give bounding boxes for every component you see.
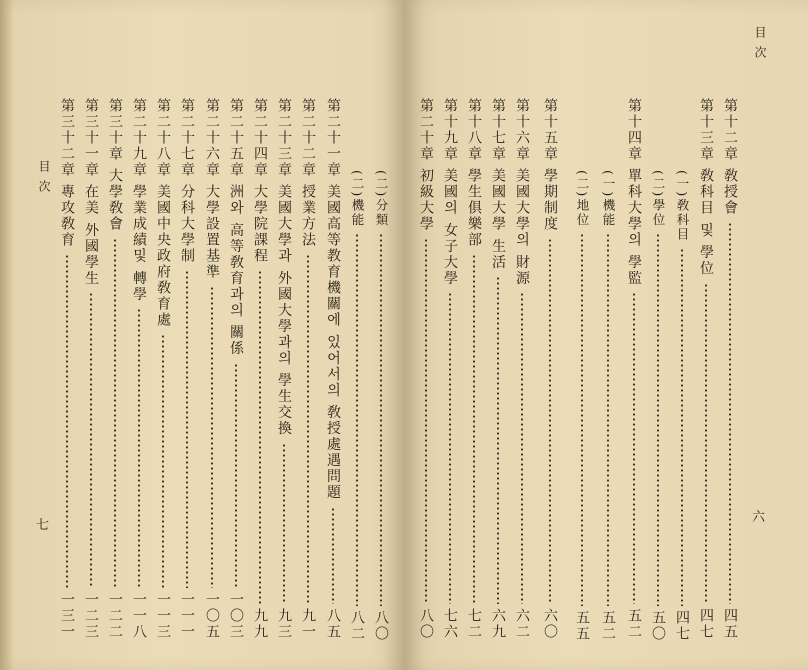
page-number: 八〇 (418, 608, 434, 640)
page-number: 一一一 (179, 592, 195, 640)
leader-dots (211, 286, 213, 588)
page-number: 七二 (466, 608, 482, 640)
toc-entry (720, 98, 740, 640)
chapter-title: (一)敎科目 (675, 170, 690, 242)
leader-dots (259, 270, 261, 604)
page-number: 六〇 (542, 608, 558, 640)
leader-dots (307, 254, 309, 604)
chapter-number: 第二十五章 (228, 98, 244, 178)
toc-entry (416, 98, 436, 640)
right-page (404, 0, 808, 670)
page-number: 一一八 (131, 592, 147, 640)
toc-entry (598, 100, 618, 642)
page-header: 目次 (37, 160, 51, 200)
leader-dots (90, 292, 92, 588)
toc-entry (464, 98, 484, 640)
toc-entry (648, 100, 668, 642)
toc-entry (298, 98, 318, 640)
leader-dots (356, 233, 358, 606)
page-folio: 六 (752, 510, 766, 525)
toc-entry (371, 100, 391, 642)
toc-entry (105, 98, 125, 640)
page-number: 五二 (600, 610, 616, 642)
chapter-title: 學生俱樂部 (466, 168, 482, 248)
page-number: 四七 (674, 610, 690, 642)
chapter-number: 第十四章 (626, 98, 642, 162)
leader-dots (186, 270, 188, 588)
leader-dots (681, 248, 683, 606)
page-number: 八五 (325, 608, 341, 640)
chapter-number: 第二十九章 (131, 98, 147, 178)
leader-dots (581, 233, 583, 606)
page-number: 五二 (626, 608, 642, 640)
chapter-number: 第三十一章 (83, 98, 99, 178)
chapter-title: 學期制度 (542, 168, 558, 232)
chapter-number: 第二十四章 (252, 98, 268, 178)
toc-entry (177, 98, 197, 640)
leader-dots (283, 443, 285, 604)
toc-entry (488, 98, 508, 640)
chapter-title: 大學敎會 (107, 168, 123, 232)
leader-dots (607, 233, 609, 606)
page-number: 五五 (574, 610, 590, 642)
chapter-number: 第三十二章 (59, 98, 75, 178)
chapter-title: 敎科目 및 學位 (698, 168, 714, 277)
chapter-number: 第二十二章 (300, 98, 316, 178)
chapter-title: 單科大學의 學監 (626, 168, 642, 287)
toc-entry (672, 100, 692, 642)
leader-dots (162, 334, 164, 588)
chapter-title: 美國高等教育機關에 있어서의 敎授處遇問題 (325, 184, 341, 501)
toc-entry (440, 98, 460, 640)
page-number: 八〇 (373, 610, 389, 642)
chapter-title: 美國의 女子大學 (442, 168, 458, 287)
page-number: 九一 (300, 608, 316, 640)
toc-entry (274, 98, 294, 640)
leader-dots (380, 233, 382, 606)
toc-entry (323, 98, 343, 640)
page-number: 五〇 (650, 610, 666, 642)
page-folio: 七 (36, 518, 50, 533)
chapter-title: 美國中央政府敎育處 (155, 184, 171, 328)
leader-dots (332, 507, 334, 604)
page-number: 四七 (698, 608, 714, 640)
chapter-title: (二)機能 (350, 170, 365, 228)
chapter-title: (二)地位 (575, 170, 590, 228)
toc-entry (572, 100, 592, 642)
page-number: 八二 (349, 610, 365, 642)
leader-dots (549, 238, 551, 604)
chapter-number: 第二十六章 (204, 98, 220, 178)
chapter-title: 專攻敎育 (59, 184, 75, 248)
leader-dots (497, 276, 499, 604)
chapter-title: 洲와 高等敎育과의 關係 (228, 184, 244, 357)
leader-dots (114, 238, 116, 588)
chapter-title: 在美 外國學生 (83, 184, 99, 287)
chapter-number: 第二十八章 (155, 98, 171, 178)
page-number: 六二 (514, 608, 530, 640)
leader-dots (705, 283, 707, 604)
chapter-number: 第十三章 (698, 98, 714, 162)
page-number: 一〇三 (228, 592, 244, 640)
leader-dots (449, 292, 451, 604)
page-number: 一二二 (107, 592, 123, 640)
toc-entry (129, 98, 149, 640)
toc-entry (512, 98, 532, 640)
chapter-number: 第二十三章 (276, 98, 292, 178)
page-number: 一〇五 (204, 592, 220, 640)
chapter-title: 敎授會 (722, 168, 738, 216)
chapter-title: (二)學位 (651, 170, 666, 228)
leader-dots (729, 222, 731, 604)
page-number: 四五 (722, 608, 738, 640)
leader-dots (521, 292, 523, 604)
chapter-title: 分科大學制 (179, 184, 195, 264)
chapter-number: 第二十一章 (325, 98, 341, 178)
chapter-number: 第十八章 (466, 98, 482, 162)
page-number: 九九 (252, 608, 268, 640)
leader-dots (657, 233, 659, 606)
leader-dots (473, 254, 475, 604)
chapter-number: 第十二章 (722, 98, 738, 162)
page-number: 一二三 (83, 592, 99, 640)
chapter-title: (二)分類 (374, 170, 389, 228)
leader-dots (138, 308, 140, 588)
toc-entry (624, 98, 644, 640)
chapter-title: 初級大學 (418, 168, 434, 232)
toc-entry (153, 98, 173, 640)
page-header: 目次 (753, 26, 767, 66)
page-number: 九三 (276, 608, 292, 640)
page-number: 六九 (490, 608, 506, 640)
chapter-number: 第二十七章 (179, 98, 195, 178)
leader-dots (66, 254, 68, 588)
chapter-title: 美國大學의 財源 (514, 168, 530, 287)
leader-dots (235, 363, 237, 588)
leader-dots (425, 238, 427, 604)
chapter-number: 第十七章 (490, 98, 506, 162)
page-number: 一一三 (155, 592, 171, 640)
chapter-number: 第二十章 (418, 98, 434, 162)
chapter-title: (一)機能 (601, 170, 616, 228)
chapter-title: 授業方法 (300, 184, 316, 248)
chapter-title: 大學院課程 (252, 184, 268, 264)
toc-entry (57, 98, 77, 640)
page-number: 一三一 (59, 592, 75, 640)
chapter-number: 第十九章 (442, 98, 458, 162)
chapter-title: 大學設置基準 (204, 184, 220, 280)
chapter-number: 第十五章 (542, 98, 558, 162)
toc-entry (226, 98, 246, 640)
toc-entry (202, 98, 222, 640)
chapter-number: 第十六章 (514, 98, 530, 162)
chapter-title: 美國大學 生活 (490, 168, 506, 271)
leader-dots (633, 292, 635, 604)
toc-entry (250, 98, 270, 640)
toc-entry (540, 98, 560, 640)
chapter-title: 美國大學과 外國大學과의 學生交換 (276, 184, 292, 437)
page-number: 七六 (442, 608, 458, 640)
toc-entry (347, 100, 367, 642)
chapter-title: 學業成績및 轉學 (131, 184, 147, 303)
toc-entry (696, 98, 716, 640)
chapter-number: 第三十章 (107, 98, 123, 162)
toc-entry (81, 98, 101, 640)
